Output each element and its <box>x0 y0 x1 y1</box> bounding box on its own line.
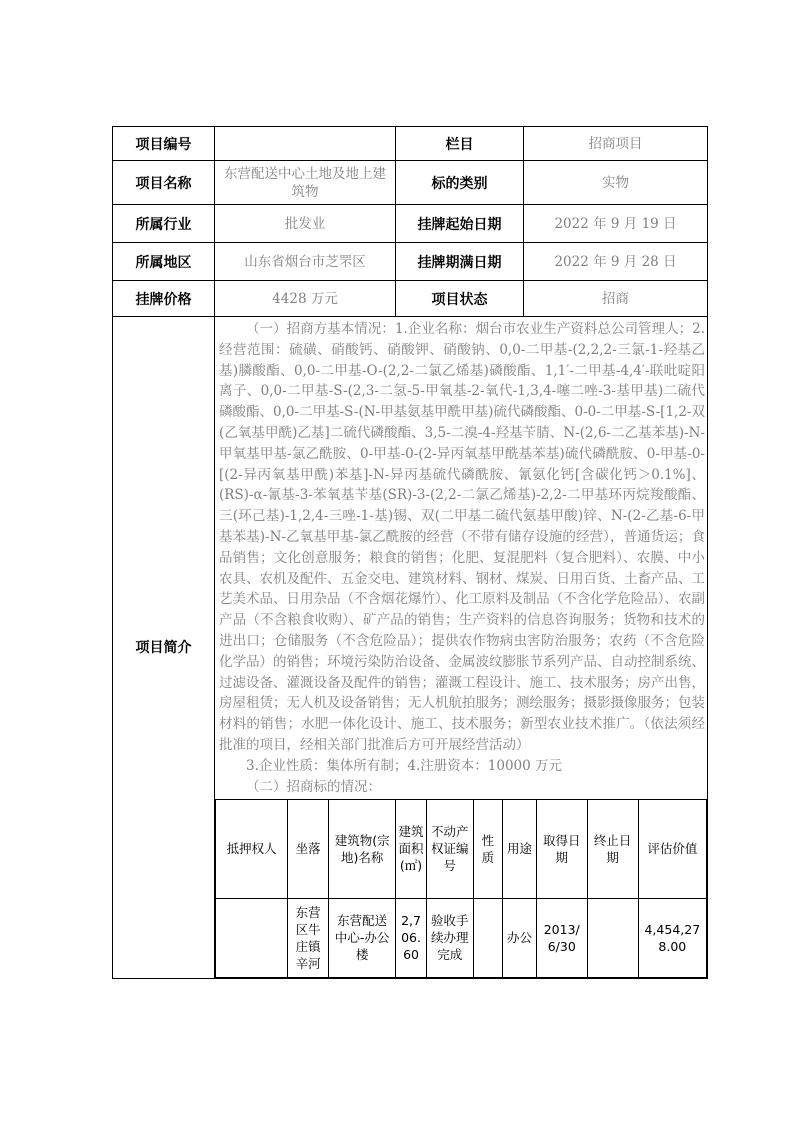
label-industry: 所属行业 <box>113 205 215 243</box>
asset-header-nature: 性质 <box>473 799 503 898</box>
label-project-number: 项目编号 <box>113 127 215 161</box>
label-column: 栏目 <box>396 127 524 161</box>
row-industry <box>113 205 708 243</box>
asset-header-mortgagee: 抵押权人 <box>216 799 288 898</box>
project-info-table <box>112 126 708 979</box>
asset-cell-location: 东营区牛庄镇辛河 <box>288 898 329 977</box>
value-asset-category: 实物 <box>524 161 708 205</box>
asset-cell-certificate-no: 验收手续办理完成 <box>426 898 473 977</box>
intro-subtitle: （二）招商标的情况： <box>246 778 381 795</box>
label-listing-price: 挂牌价格 <box>113 281 215 317</box>
label-asset-category: 标的类别 <box>396 161 524 205</box>
asset-table-header <box>216 799 707 898</box>
row-region <box>113 243 708 281</box>
asset-header-end-date: 终止日期 <box>587 799 638 898</box>
label-project-status: 项目状态 <box>396 281 524 317</box>
value-region: 山东省烟台市芝罘区 <box>215 243 396 281</box>
value-project-status: 招商 <box>524 281 708 317</box>
value-column: 招商项目 <box>524 127 708 161</box>
intro-paragraph-1: （一）招商方基本情况：1.企业名称：烟台市农业生产资料总公司管理人；2.经营范围：硫磺、硝酸钙、硝酸钾、硝酸钠、0,0-二甲基-(2,2,2-三氯-1-羟基乙基)膦酸酯、0,0-二甲基-O-(2,2-二氯乙烯基)磷酸酯、1,1′-二甲基-4,4′-联吡啶阳离子、0,0-二甲基-S-(2,3-二氢-5-甲氧基-2-氧代-1,3,4-噻二唑-3-基甲基)二硫代磷酸酯、0,0-二甲基-S-(N-甲基氨基甲酰甲基)硫代磷酸酯、0-0-二甲基-S-[1,2-双(乙氧基甲酰)乙基]二硫代磷酸酯、3,5-二溴-4-羟基苄腈、N-(2,6-二乙基苯基)-N-甲氧基甲基-氯乙酰胺、0-甲基-0-(2-异丙氧基甲酰基苯基)硫代磷酰胺、0-甲基-0-[(2-异丙氧基甲酰)苯基]-N-异丙基硫代磷酰胺、氰氨化钙[含碳化钙＞0.1%]、(RS)-α-氰基-3-苯氧基苄基(SR)-3-(2,2-二氯乙烯基)-2,2-二甲基环丙烷羧酸酯、三(环己基)-1,2,4-三唑-1-基)锡、双(二甲基二硫代氨基甲酸)锌、N-(2-乙基-6-甲基苯基)-N-乙氧基甲基-氯乙酰胺的经营（不带有储存设施的经营），普通货运；食品销售；文化创意服务；粮食的销售；化肥、复混肥料（复合肥料）、农膜、中小农具、农机及配件、五金交电、建筑材料、钢材、煤炭、日用百货、土畜产品、工艺美术品、日用杂品（不含烟花爆竹）、化工原料及制品（不含化学危险品）、农副产品（不含粮食收购）、矿产品的销售；生产资料的信息咨询服务；货物和技术的进出口；仓储服务（不含危险品）；提供农作物病虫害防治服务；农药（不含危险化学品）的销售；环境污染防治设备、金属波纹膨胀节系列产品、自动控制系统、过滤设备、灌溉设备及配件的销售；灌溉工程设计、施工、技术服务；房产出售，房屋租赁；无人机及设备销售；无人机航拍服务；测绘服务；摄影摄像服务；包装材料的销售；水肥一体化设计、施工、技术服务；新型农业技术推广。（依法须经批准的项目，经相关部门批准后方可开展经营活动） <box>219 321 705 753</box>
intro-paragraph-2: 3.企业性质：集体所有制；4.注册资本：10000 万元 <box>246 757 562 774</box>
asset-header-certificate-no: 不动产权证编号 <box>426 799 473 898</box>
label-project-name: 项目名称 <box>113 161 215 205</box>
asset-cell-usage: 办公 <box>503 898 537 977</box>
asset-header-acquired-date: 取得日期 <box>536 799 587 898</box>
asset-header-appraised-value: 评估价值 <box>638 799 706 898</box>
asset-cell-appraised-value: 4,454,278.00 <box>638 898 706 977</box>
asset-cell-floor-area: 2,706.60 <box>396 898 427 977</box>
asset-header-usage: 用途 <box>503 799 537 898</box>
label-region: 所属地区 <box>113 243 215 281</box>
asset-cell-nature <box>473 898 503 977</box>
label-listing-end: 挂牌期满日期 <box>396 243 524 281</box>
value-industry: 批发业 <box>215 205 396 243</box>
row-project-name <box>113 161 708 205</box>
label-project-intro: 项目简介 <box>113 317 215 979</box>
table-row <box>216 898 707 977</box>
asset-header-location: 坐落 <box>288 799 329 898</box>
project-intro-cell <box>215 317 708 979</box>
row-project-number <box>113 127 708 161</box>
value-project-name: 东营配送中心土地及地上建筑物 <box>215 161 396 205</box>
asset-cell-end-date <box>587 898 638 977</box>
asset-table <box>215 799 707 978</box>
asset-cell-mortgagee <box>216 898 288 977</box>
value-listing-price: 4428 万元 <box>215 281 396 317</box>
label-listing-start: 挂牌起始日期 <box>396 205 524 243</box>
asset-cell-building-name: 东营配送中心-办公楼 <box>329 898 396 977</box>
project-intro-text <box>215 317 707 777</box>
row-price <box>113 281 708 317</box>
asset-header-building-name: 建筑物(宗地)名称 <box>329 799 396 898</box>
value-listing-start: 2022 年 9 月 19 日 <box>524 205 708 243</box>
row-intro <box>113 317 708 979</box>
value-listing-end: 2022 年 9 月 28 日 <box>524 243 708 281</box>
asset-header-floor-area: 建筑面积(㎡) <box>396 799 427 898</box>
value-project-number <box>215 127 396 161</box>
asset-cell-acquired-date: 2013/6/30 <box>536 898 587 977</box>
